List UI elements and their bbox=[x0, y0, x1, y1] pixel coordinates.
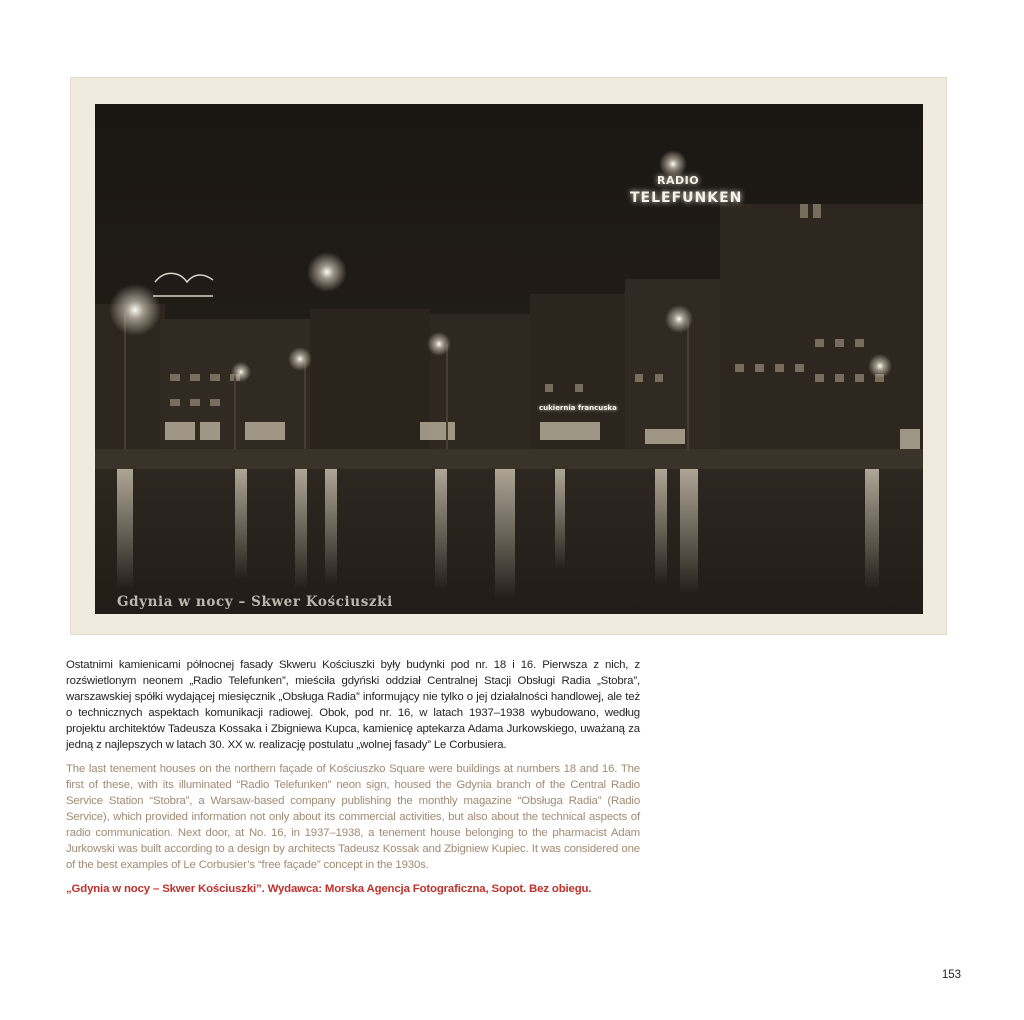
night-street-scene bbox=[95, 104, 923, 614]
polish-paragraph: Ostatnimi kamienicami północnej fasady Skweru Kościuszki były budynki pod nr. 18 i 16. Pierwsza z nich, z rozświetlonym neonem „Radio Telefunken”, mieściła gdyński oddział Centralnej Stacji Obsługi Radia „Stobra”, warszawskiej spółki wydającej miesięcznik „Obsługa Radia” informujący nie tylko o jej działalności handlowej, ale też o technicznych aspektach komunikacji radiowej. Obok, pod nr. 16, w latach 1937–1938 wybudowano, według projektu architektów Tadeusza Kossaka i Zbigniewa Kupca, kamienicę aptekarza Adama Jurkowskiego, uważaną za jedną z najlepszych w latach 30. XX w. realizację postulatu „wolnej fasady” Le Corbusiera. bbox=[66, 659, 640, 751]
photo-caption: „Gdynia w nocy – Skwer Kościuszki”. Wydawca: Morska Agencja Fotograficzna, Sopot. Bez obiegu. bbox=[66, 883, 592, 895]
english-paragraph: The last tenement houses on the northern façade of Kościuszko Square were buildings at numbers 18 and 16. The first of these, with its illuminated “Radio Telefunken” neon sign, housed the Gdynia branch of the Central Radio Service Station “Stobra”, a Warsaw-based company publishing the monthly magazine “Obsługa Radia” (Radio Service), which provided information not only about its commercial activities, but also about the technical aspects of radio communication. Next door, at No. 16, in 1937–1938, a tenement house belonging to the pharmacist Adam Jurkowski was built according to a design by architects Tadeusz Kossak and Zbigniew Kupiec. It was considered one of the best examples of Le Corbusier’s “free façade” concept in the 1930s. bbox=[66, 763, 640, 871]
page-number: 153 bbox=[941, 969, 961, 981]
photo-overlay-caption: Gdynia w nocy – Skwer Kościuszki bbox=[117, 594, 393, 610]
radio-neon-sign: RADIO bbox=[657, 174, 700, 187]
cukiernia-sign: cukiernia francuska bbox=[539, 404, 617, 412]
telefunken-neon-sign: TELEFUNKEN bbox=[630, 190, 743, 206]
text-block bbox=[66, 657, 640, 897]
night-photo bbox=[95, 104, 923, 614]
